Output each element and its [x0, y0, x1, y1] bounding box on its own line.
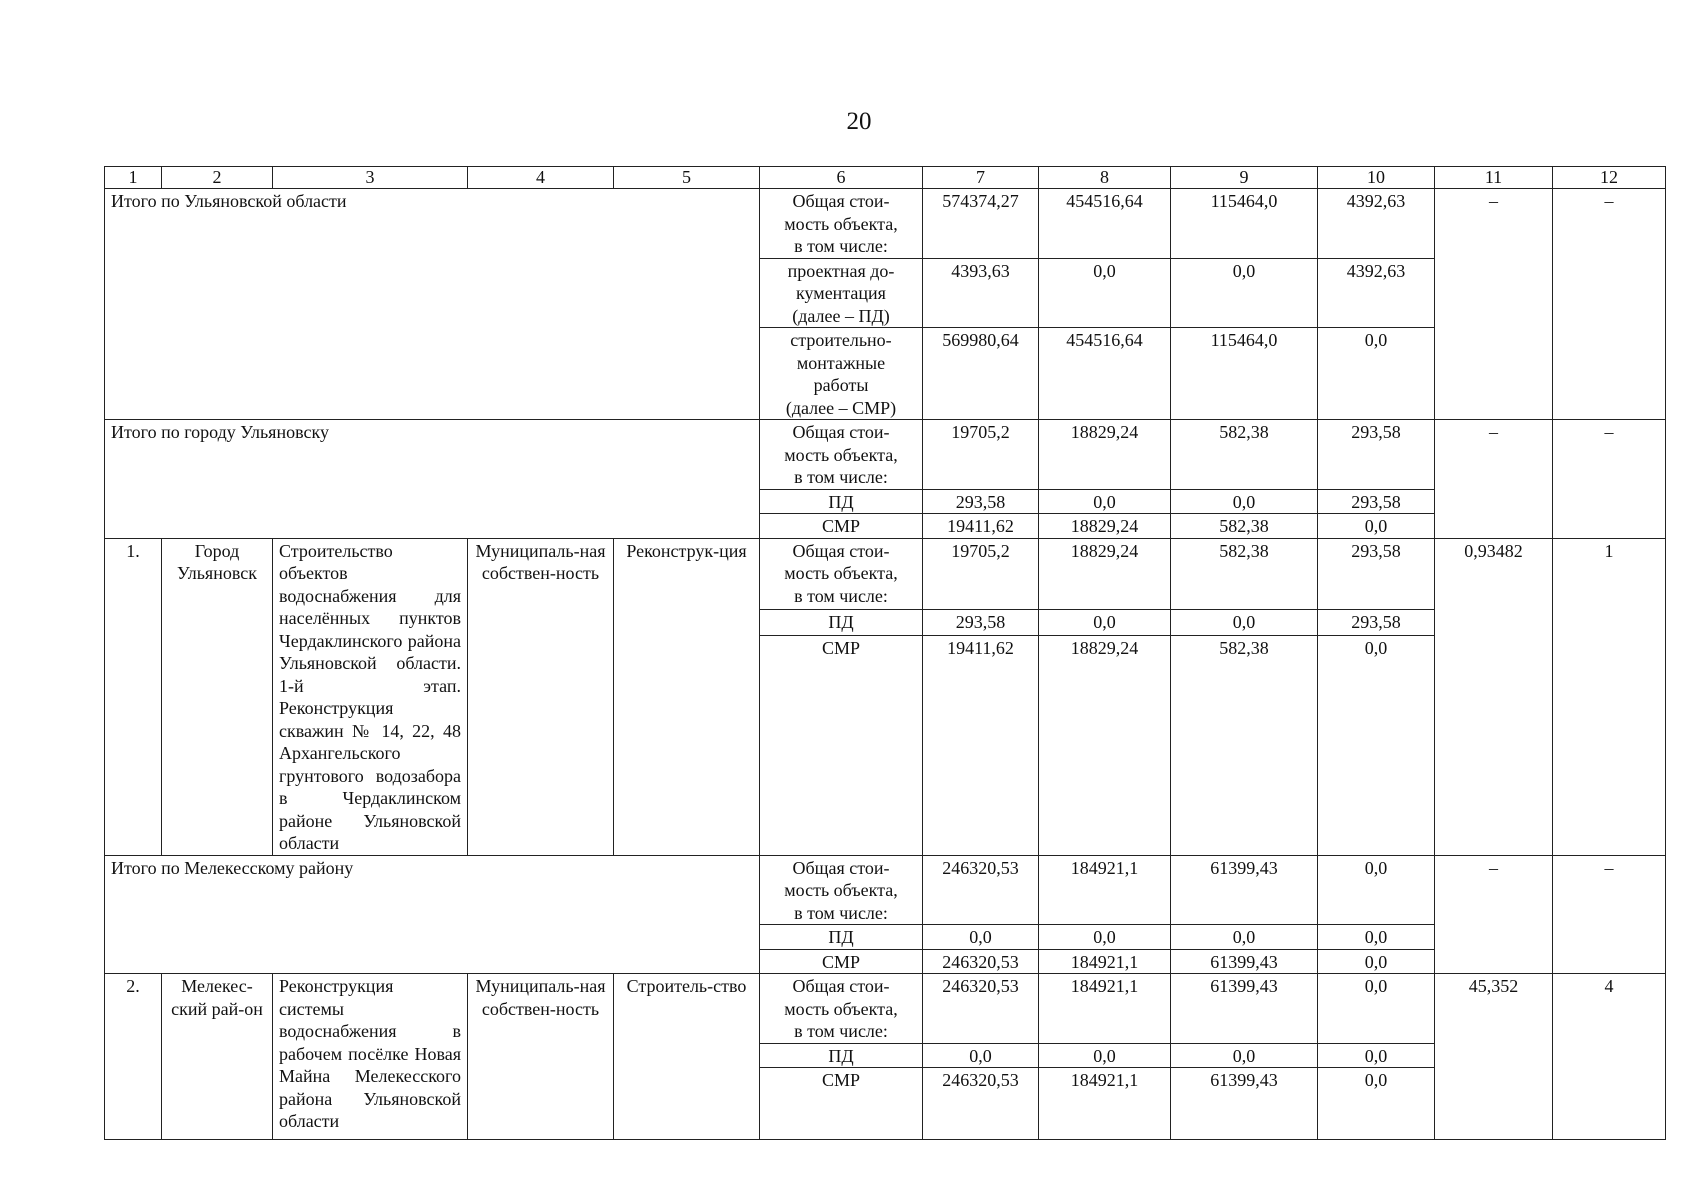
item-name: Строительство объектов водоснабжения для населённых пунктов Чердаклинского района Ульяновской области. 1-й этап. Реконструкция скважин № 14, 22, 48 Архангельского грунтового водозабора в Чердаклинском районе Ульяновской области	[273, 538, 468, 855]
pd-label: ПД	[760, 1043, 923, 1068]
value-cell: 582,38	[1171, 538, 1318, 610]
value-cell: 582,38	[1171, 635, 1318, 855]
value-cell: 569980,64	[923, 328, 1039, 420]
column-number-row	[105, 167, 1666, 189]
value-cell: 293,58	[923, 610, 1039, 635]
section-total-row	[105, 420, 1666, 490]
investment-table	[104, 166, 1666, 1140]
col11-cell: –	[1435, 420, 1553, 539]
pd-label: ПД	[760, 925, 923, 950]
value-cell: 582,38	[1171, 420, 1318, 490]
col12-cell: –	[1553, 420, 1666, 539]
value-cell: 0,0	[1171, 1043, 1318, 1068]
value-cell: 18829,24	[1039, 635, 1171, 855]
value-cell: 184921,1	[1039, 855, 1171, 925]
column-header: 5	[614, 167, 760, 189]
total-label: Общая стои- мость объекта, в том числе:	[760, 855, 923, 925]
value-cell: 19705,2	[923, 420, 1039, 490]
value-cell: 0,0	[1039, 925, 1171, 950]
total-label: Общая стои- мость объекта, в том числе:	[760, 420, 923, 490]
value-cell: 115464,0	[1171, 189, 1318, 259]
smr-label: СМР	[760, 1068, 923, 1140]
value-cell: 4392,63	[1318, 189, 1435, 259]
item-work-type: Строитель-ство	[614, 974, 760, 1140]
value-cell: 184921,1	[1039, 949, 1171, 974]
item-total-row	[105, 538, 1666, 610]
column-header: 12	[1553, 167, 1666, 189]
value-cell: 246320,53	[923, 855, 1039, 925]
value-cell: 454516,64	[1039, 328, 1171, 420]
value-cell: 246320,53	[923, 974, 1039, 1044]
value-cell: 18829,24	[1039, 514, 1171, 539]
smr-label: СМР	[760, 635, 923, 855]
value-cell: 61399,43	[1171, 949, 1318, 974]
smr-label: СМР	[760, 949, 923, 974]
value-cell: 0,0	[1039, 610, 1171, 635]
value-cell: 0,0	[1171, 258, 1318, 328]
value-cell: 0,0	[1039, 489, 1171, 514]
column-header: 8	[1039, 167, 1171, 189]
column-header: 2	[162, 167, 273, 189]
value-cell: 246320,53	[923, 1068, 1039, 1140]
value-cell: 61399,43	[1171, 855, 1318, 925]
value-cell: 0,0	[1039, 1043, 1171, 1068]
value-cell: 293,58	[1318, 538, 1435, 610]
value-cell: 246320,53	[923, 949, 1039, 974]
col11-cell: 0,93482	[1435, 538, 1553, 855]
section-total-row	[105, 189, 1666, 259]
column-header: 4	[468, 167, 614, 189]
column-header: 10	[1318, 167, 1435, 189]
value-cell: 0,0	[1171, 925, 1318, 950]
section-title: Итого по городу Ульяновску	[105, 420, 760, 539]
column-header: 11	[1435, 167, 1553, 189]
total-label: Общая стои- мость объекта, в том числе:	[760, 538, 923, 610]
value-cell: 0,0	[1318, 514, 1435, 539]
item-place: Мелекес-ский рай-он	[162, 974, 273, 1140]
section-title: Итого по Мелекесскому району	[105, 855, 760, 974]
value-cell: 0,0	[1171, 610, 1318, 635]
value-cell: 293,58	[1318, 420, 1435, 490]
item-total-row	[105, 974, 1666, 1044]
value-cell: 0,0	[1171, 489, 1318, 514]
col12-cell: –	[1553, 855, 1666, 974]
value-cell: 61399,43	[1171, 1068, 1318, 1140]
section-total-row	[105, 855, 1666, 925]
smr-label: строительно- монтажные работы (далее – СМР)	[760, 328, 923, 420]
value-cell: 4392,63	[1318, 258, 1435, 328]
value-cell: 19705,2	[923, 538, 1039, 610]
total-label: Общая стои- мость объекта, в том числе:	[760, 974, 923, 1044]
value-cell: 0,0	[1318, 974, 1435, 1044]
pd-label: проектная до- кументация (далее – ПД)	[760, 258, 923, 328]
value-cell: 0,0	[1318, 949, 1435, 974]
value-cell: 18829,24	[1039, 538, 1171, 610]
value-cell: 293,58	[1318, 610, 1435, 635]
value-cell: 0,0	[1318, 925, 1435, 950]
value-cell: 582,38	[1171, 514, 1318, 539]
item-name: Реконструкция системы водоснабжения в рабочем посёлке Новая Майна Мелекесского района Ульяновской области	[273, 974, 468, 1140]
column-header: 6	[760, 167, 923, 189]
pd-label: ПД	[760, 610, 923, 635]
value-cell: 0,0	[1318, 1068, 1435, 1140]
value-cell: 18829,24	[1039, 420, 1171, 490]
value-cell: 19411,62	[923, 635, 1039, 855]
value-cell: 454516,64	[1039, 189, 1171, 259]
pd-label: ПД	[760, 489, 923, 514]
item-number: 1.	[105, 538, 162, 855]
smr-label: СМР	[760, 514, 923, 539]
column-header: 1	[105, 167, 162, 189]
col11-cell: 45,352	[1435, 974, 1553, 1140]
value-cell: 19411,62	[923, 514, 1039, 539]
col11-cell: –	[1435, 189, 1553, 420]
value-cell: 184921,1	[1039, 974, 1171, 1044]
col12-cell: 4	[1553, 974, 1666, 1140]
value-cell: 0,0	[1318, 855, 1435, 925]
value-cell: 0,0	[1318, 1043, 1435, 1068]
value-cell: 115464,0	[1171, 328, 1318, 420]
item-ownership: Муниципаль-ная собствен-ность	[468, 974, 614, 1140]
value-cell: 293,58	[1318, 489, 1435, 514]
col12-cell: –	[1553, 189, 1666, 420]
column-header: 9	[1171, 167, 1318, 189]
item-place: Город Ульяновск	[162, 538, 273, 855]
page-number: 20	[846, 108, 872, 135]
value-cell: 0,0	[1318, 328, 1435, 420]
value-cell: 61399,43	[1171, 974, 1318, 1044]
value-cell: 0,0	[923, 1043, 1039, 1068]
column-header: 3	[273, 167, 468, 189]
col11-cell: –	[1435, 855, 1553, 974]
col12-cell: 1	[1553, 538, 1666, 855]
value-cell: 4393,63	[923, 258, 1039, 328]
section-title: Итого по Ульяновской области	[105, 189, 760, 420]
total-label: Общая стои- мость объекта, в том числе:	[760, 189, 923, 259]
column-header: 7	[923, 167, 1039, 189]
value-cell: 0,0	[923, 925, 1039, 950]
value-cell: 0,0	[1039, 258, 1171, 328]
item-work-type: Реконструк-ция	[614, 538, 760, 855]
value-cell: 184921,1	[1039, 1068, 1171, 1140]
value-cell: 293,58	[923, 489, 1039, 514]
item-number: 2.	[105, 974, 162, 1140]
value-cell: 574374,27	[923, 189, 1039, 259]
item-ownership: Муниципаль-ная собствен-ность	[468, 538, 614, 855]
value-cell: 0,0	[1318, 635, 1435, 855]
